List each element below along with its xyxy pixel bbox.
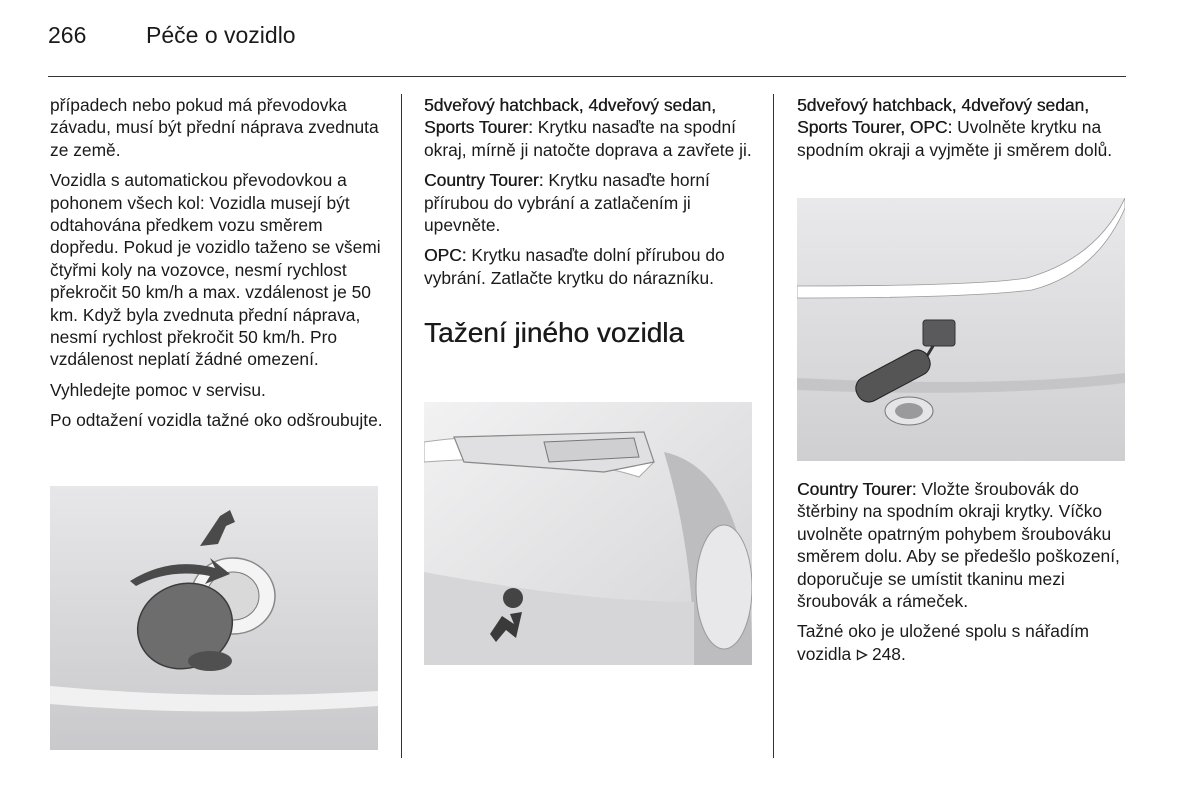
column-divider (773, 94, 774, 758)
page-reference-icon (856, 644, 868, 666)
screwdriver-cover-illustration (797, 198, 1125, 461)
paragraph: Vozidla s automatickou převodovkou a pohonem všech kol: Vozidla musejí být odtahována předkem vozu směrem dopředu. Pokud je vozidlo taženo se všemi čtyřmi koly na vozovce, nesmí rychlost překročit 50 km/h a max. vzdálenost je 50 km. Když byla zvednuta přední náprava, nesmí rychlost překročit 50 km/h. Pro vzdálenost neplatí žádné omezení. (50, 170, 381, 370)
bold-label: OPC: (424, 245, 467, 266)
paragraph: Country Tourer: Krytku nasaďte horní přírubou do vybrání a zatlačením ji upevněte. (424, 170, 710, 236)
column-3 (797, 94, 1132, 169)
page-number: 266 (48, 22, 87, 48)
page-header (48, 22, 296, 62)
bold-label: 5dveřový hatchback, 4dveřový sedan, Sports Tourer, OPC: (797, 95, 1089, 138)
paragraph: Country Tourer: Vložte šroubovák do štěrbiny na spodním okraji krytky. Víčko uvolněte opatrným pohybem šroubováku směrem dolu. Aby se předešlo poškození, doporučuje se umístit tkaninu mezi šroubovák a rámeček. (797, 479, 1120, 612)
column-1 (50, 94, 385, 440)
car-rear-illustration (424, 402, 752, 665)
paragraph: Po odtažení vozidla tažné oko odšroubujte. (50, 410, 383, 431)
column-2 (424, 94, 759, 360)
column-3-lower (797, 478, 1132, 674)
page-title: Péče o vozidlo (146, 22, 296, 48)
tow-eye-cover-illustration (50, 486, 378, 750)
paragraph: Tažné oko je uložené spolu s nářadím vozidla 248. (797, 620, 1132, 666)
paragraph: 5dveřový hatchback, 4dveřový sedan, Sports Tourer: Krytku nasaďte na spodní okraj, mírně ji natočte doprava a zavřete ji. (424, 95, 752, 160)
column-divider (401, 94, 402, 758)
bold-label: 5dveřový hatchback, 4dveřový sedan, Sports Tourer: (424, 95, 716, 138)
section-heading: Tažení jiného vozidla (424, 317, 684, 349)
paragraph: případech nebo pokud má převodovka závadu, musí být přední náprava zvednuta ze země. (50, 95, 379, 160)
bold-label: Country Tourer: (424, 170, 544, 191)
paragraph: 5dveřový hatchback, 4dveřový sedan, Sports Tourer, OPC: Uvolněte krytku na spodním okraji a vyjměte ji směrem dolů. (797, 95, 1113, 160)
paragraph: Vyhledejte pomoc v servisu. (50, 379, 266, 400)
page-reference-link[interactable]: 248. (871, 643, 906, 664)
paragraph: OPC: Krytku nasaďte dolní přírubou do vybrání. Zatlačte krytku do nárazníku. (424, 245, 725, 288)
bold-label: Country Tourer: (797, 479, 917, 499)
header-rule (48, 76, 1126, 77)
